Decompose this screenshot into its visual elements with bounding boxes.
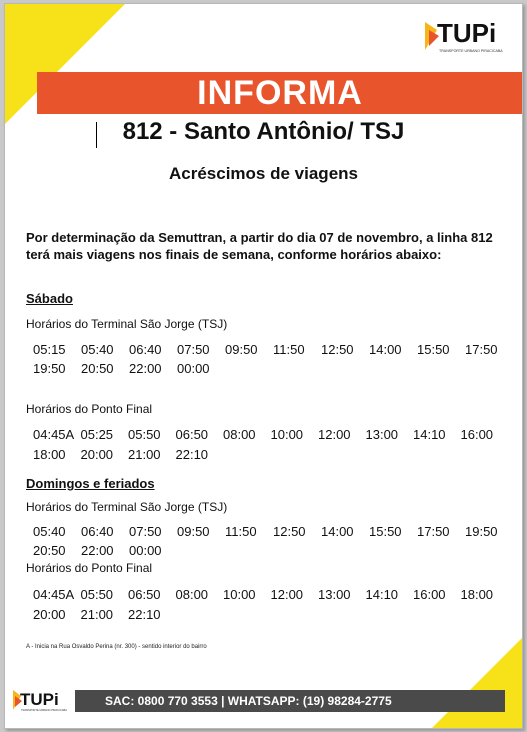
departure-time: 05:40 <box>33 524 66 539</box>
departure-time: 19:50 <box>465 524 498 539</box>
departure-time: 22:00 <box>129 361 162 376</box>
intro-paragraph: Por determinação da Semuttran, a partir do dia 07 de novembro, a linha 812 terá mais viagens nos finais de semana, conforme horários abaixo: <box>26 230 493 262</box>
departure-time: 00:00 <box>177 361 210 376</box>
subtitle: Acréscimos de viagens <box>169 164 358 183</box>
departure-time: 14:10 <box>365 587 399 602</box>
route-title: 812 - Santo Antônio/ TSJ <box>122 118 405 145</box>
informa-banner: INFORMA <box>37 72 523 114</box>
departure-time: 18:00 <box>460 587 494 602</box>
departure-time: 17:50 <box>465 342 498 357</box>
tupi-logo <box>423 12 513 58</box>
contact-footer: SAC: 0800 770 3553 | WHATSAPP: (19) 98284-2775 <box>75 690 505 712</box>
svg-text:TRANSPORTE URBANO PIRACICABA: TRANSPORTE URBANO PIRACICABA <box>439 49 503 53</box>
sunday-terminal-times <box>33 524 513 562</box>
departure-time: 13:00 <box>318 587 351 602</box>
departure-time: 08:00 <box>175 587 209 602</box>
departure-time: 04:45A <box>33 427 75 442</box>
departure-time: 11:50 <box>225 524 257 539</box>
saturday-heading: Sábado <box>26 291 73 306</box>
departure-time: 16:00 <box>413 587 446 602</box>
departure-time: 18:00 <box>33 447 66 462</box>
svg-text:TRANSPORTE URBANO PIRACICABA: TRANSPORTE URBANO PIRACICABA <box>21 709 67 712</box>
departure-time: 05:50 <box>80 587 114 602</box>
departure-time: 00:00 <box>129 543 162 558</box>
departure-time: 21:00 <box>80 607 114 622</box>
departure-time: 20:00 <box>33 607 66 622</box>
departure-time: 05:40 <box>81 342 114 357</box>
departure-time: 15:50 <box>369 524 402 539</box>
departure-time: 20:50 <box>33 543 66 558</box>
departure-time: 09:50 <box>177 524 210 539</box>
departure-time: 12:50 <box>321 342 354 357</box>
departure-time: 12:50 <box>273 524 306 539</box>
departure-time: 21:00 <box>128 447 161 462</box>
departure-time: 11:50 <box>273 342 305 357</box>
sunday-final-label: Horários do Ponto Final <box>26 561 153 575</box>
departure-time: 17:50 <box>417 524 450 539</box>
tupi-footer-logo <box>11 684 71 716</box>
departure-time: 14:00 <box>369 342 402 357</box>
departure-time: 20:00 <box>80 447 114 462</box>
notice-page <box>4 3 523 729</box>
departure-time: 06:50 <box>175 427 209 442</box>
saturday-terminal-label: Horários do Terminal São Jorge (TSJ) <box>26 317 228 331</box>
departure-time: 10:00 <box>270 427 304 442</box>
departure-time: 10:00 <box>223 587 256 602</box>
departure-time: 07:50 <box>129 524 162 539</box>
saturday-final-times <box>33 427 513 467</box>
departure-time: 20:50 <box>81 361 114 376</box>
sunday-final-times <box>33 587 513 627</box>
sunday-heading: Domingos e feriados <box>26 476 155 491</box>
saturday-terminal-times <box>33 342 513 380</box>
footnote: A - Inicia na Rua Osvaldo Perina (nr. 300) - sentido interior do bairro <box>26 644 207 650</box>
departure-time: 06:40 <box>129 342 162 357</box>
departure-time: 07:50 <box>177 342 210 357</box>
departure-time: 12:00 <box>318 427 351 442</box>
departure-time: 08:00 <box>223 427 256 442</box>
departure-time: 15:50 <box>417 342 450 357</box>
sunday-terminal-label: Horários do Terminal São Jorge (TSJ) <box>26 500 228 514</box>
departure-time: 14:10 <box>413 427 446 442</box>
departure-time: 05:15 <box>33 342 66 357</box>
departure-time: 09:50 <box>225 342 258 357</box>
departure-time: 06:50 <box>128 587 161 602</box>
departure-time: 14:00 <box>321 524 354 539</box>
svg-text:TUPi: TUPi <box>437 18 497 48</box>
svg-text:TUPi: TUPi <box>20 690 59 709</box>
departure-time: 16:00 <box>460 427 494 442</box>
departure-time: 05:50 <box>128 427 161 442</box>
saturday-final-label: Horários do Ponto Final <box>26 402 153 416</box>
departure-time: 19:50 <box>33 361 66 376</box>
departure-time: 06:40 <box>81 524 114 539</box>
departure-time: 04:45A <box>33 587 75 602</box>
corner-decoration-bottom <box>432 638 522 728</box>
departure-time: 13:00 <box>365 427 399 442</box>
departure-time: 05:25 <box>80 427 114 442</box>
departure-time: 22:10 <box>175 447 209 462</box>
departure-time: 22:10 <box>128 607 161 622</box>
departure-time: 22:00 <box>81 543 114 558</box>
departure-time: 12:00 <box>270 587 304 602</box>
